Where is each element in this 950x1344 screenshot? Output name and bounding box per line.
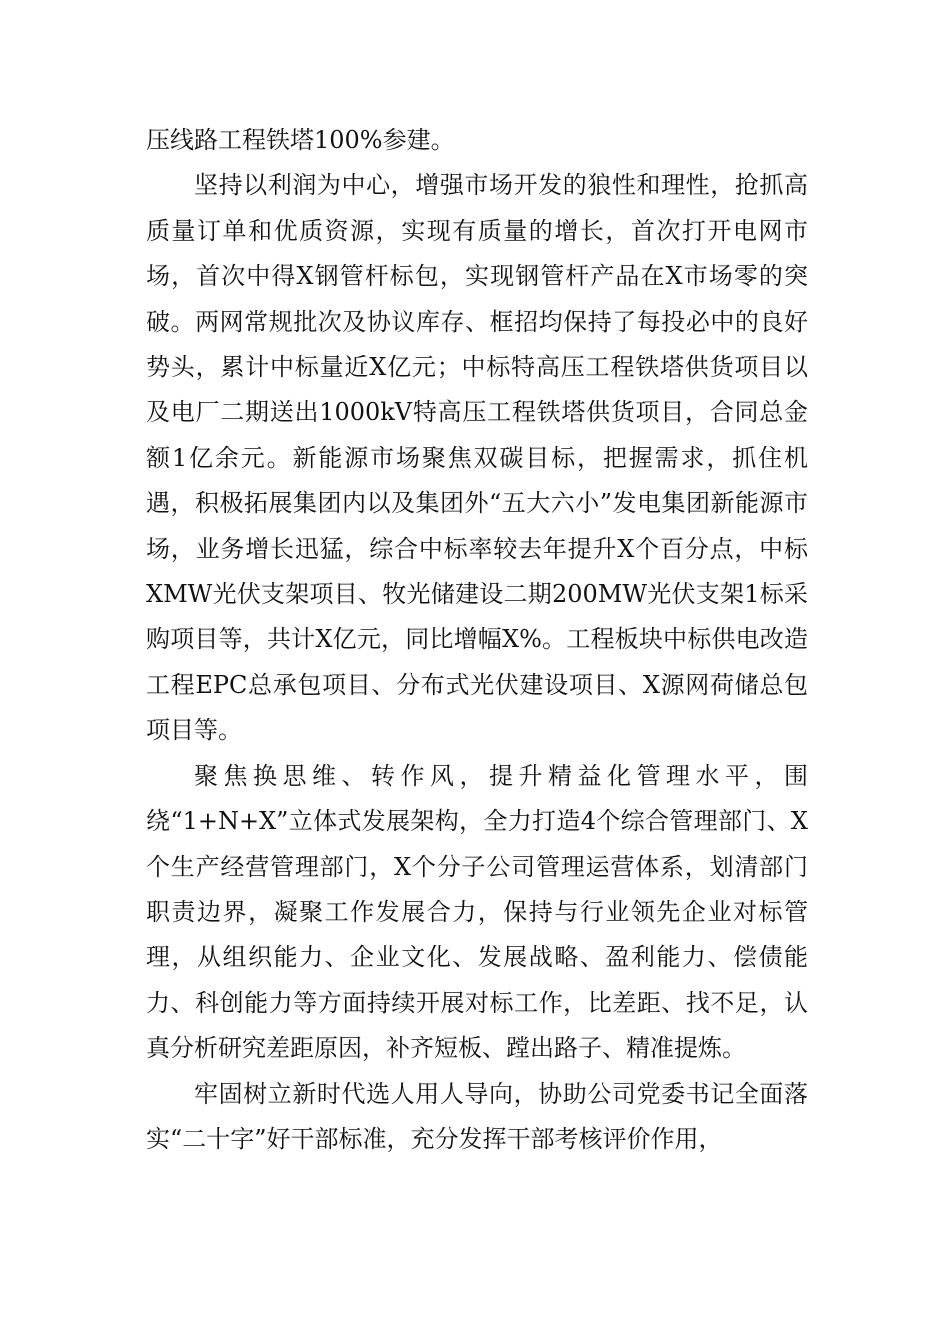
paragraph-2: 坚持以利润为中心，增强市场开发的狼性和理性，抢抓高质量订单和优质资源，实现有质量的增长，首次打开电网市场，首次中得X钢管杆标包，实现钢管杆产品在X市场零的突破。两网常规批次及协议库存、框招均保持了每投必中的良好势头，累计中标量近X亿元；中标特高压工程铁塔供货项目以及电厂二期送出1000kV特高压工程铁塔供货项目，合同总金额1亿余元。新能源市场聚焦双碳目标，把握需求，抓住机遇，积极拓展集团内以及集团外“五大六小”发电集团新能源市场，业务增长迅猛，综合中标率较去年提升X个百分点，中标XMW光伏支架项目、牧光储建设二期200MW光伏支架1标采购项目等，共计X亿元，同比增幅X%。工程板块中标供电改造工程EPC总承包项目、分布式光伏建设项目、X源网荷储总包项目等。 xyxy=(146,171,808,745)
paragraph-4: 牢固树立新时代选人用人导向，协助公司党委书记全面落实“二十字”好干部标准，充分发挥干部考核评价作用， xyxy=(146,1079,808,1153)
paragraph-1: 压线路工程铁塔100%参建。 xyxy=(146,126,455,154)
document-body xyxy=(146,118,808,1162)
paragraph-3: 聚焦换思维、转作风，提升精益化管理水平，围绕“1+N+X”立体式发展架构，全力打造4个综合管理部门、X个生产经营管理部门，X个分子公司管理运营体系，划清部门职责边界，凝聚工作发展合力，保持与行业领先企业对标管理，从组织能力、企业文化、发展战略、盈利能力、偿债能力、科创能力等方面持续开展对标工作，比差距、找不足，认真分析研究差距原因，补齐短板、蹚出路子、精准提炼。 xyxy=(146,761,808,1063)
